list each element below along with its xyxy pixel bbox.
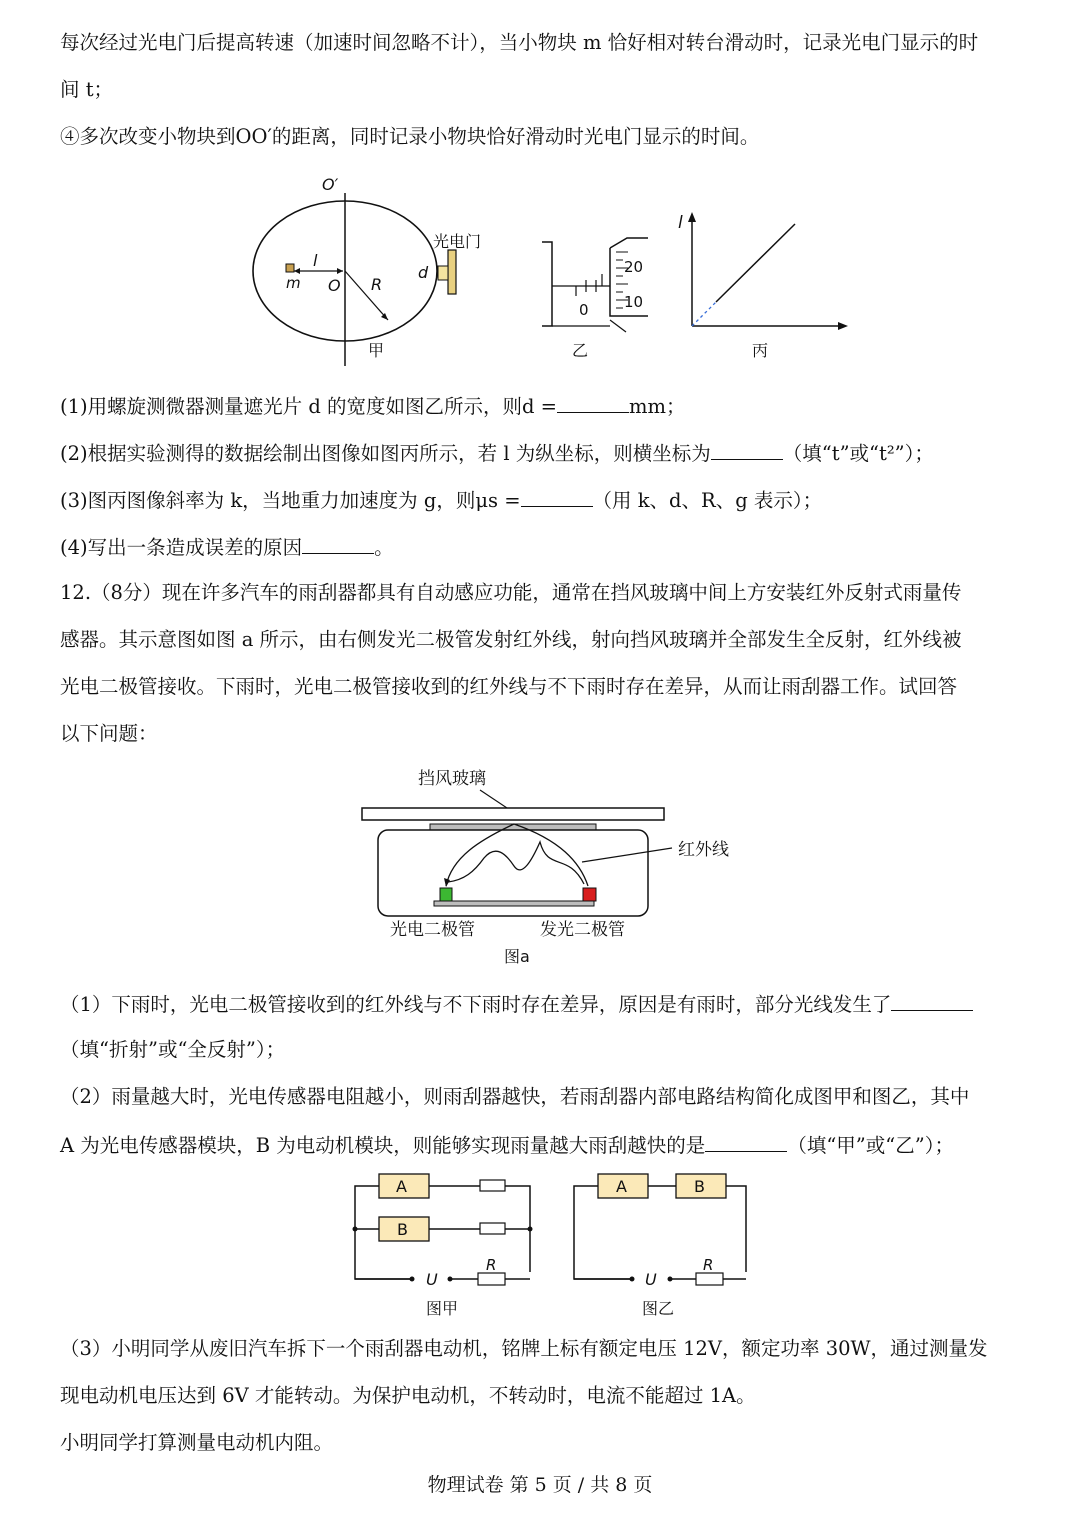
- sub-question-2: （2）雨量越大时，光电传感器电阻越小，则雨刮器越快，若雨刮器内部电路结构简化成图甲和图乙，其中: [60, 1085, 970, 1108]
- label-r: R: [371, 275, 383, 294]
- figure-a-rain-sensor: [360, 762, 740, 972]
- label-l: l: [313, 251, 318, 270]
- ir-ray-path: [446, 824, 588, 886]
- label-windshield: 挡风玻璃: [418, 769, 486, 789]
- tick-label-20: 20: [624, 258, 644, 276]
- sub-question-2-cont: [60, 1129, 954, 1161]
- label-a-yi: A: [616, 1177, 627, 1196]
- block-m: [286, 264, 294, 272]
- answer-blank-2[interactable]: [711, 437, 783, 460]
- label-m: m: [286, 274, 301, 292]
- question-2: [60, 437, 934, 469]
- text-line-2: 间 t；: [60, 78, 114, 101]
- caption-jia: 甲: [368, 341, 385, 360]
- figure-bing-graph: [678, 212, 848, 360]
- question-1-unit: mm；: [629, 395, 686, 418]
- caption-circuit-yi: 图乙: [642, 1299, 675, 1318]
- problem-12-line-1: 12.（8分）现在许多汽车的雨刮器都具有自动感应功能，通常在挡风玻璃中间上方安装红外反射式雨量传: [60, 581, 962, 604]
- question-4: [60, 531, 394, 563]
- figure-circuits: [350, 1168, 760, 1320]
- question-3: [60, 484, 822, 516]
- label-b-jia: B: [397, 1220, 408, 1239]
- label-o: O: [328, 276, 341, 295]
- label-r-yi: R: [703, 1256, 714, 1274]
- answer-blank-s1[interactable]: [891, 988, 973, 1011]
- figure-jia-yi-bing: [240, 168, 860, 368]
- question-4-end: 。: [374, 536, 394, 559]
- figure-jia: [253, 175, 481, 366]
- question-1-text: (1)用螺旋测微器测量遮光片 d 的宽度如图乙所示，则d =: [60, 395, 558, 418]
- led-emitter: [583, 888, 596, 901]
- label-a-jia: A: [396, 1177, 407, 1196]
- sub-question-2-hint: （填“甲”或“乙”）；: [787, 1134, 954, 1157]
- photogate: [448, 250, 456, 294]
- caption-yi: 乙: [572, 341, 589, 360]
- label-o-prime: O′: [322, 175, 339, 194]
- label-led: 发光二极管: [540, 920, 625, 940]
- question-4-text: (4)写出一条造成误差的原因: [60, 536, 303, 559]
- axis-label-l: l: [678, 213, 683, 233]
- page-footer: 物理试卷 第 5 页 / 共 8 页: [427, 1474, 653, 1496]
- label-photogate: 光电门: [433, 232, 482, 251]
- label-photodiode: 光电二极管: [390, 920, 475, 940]
- label-ir: 红外线: [678, 840, 729, 860]
- sub-question-1-text: （1）下雨时，光电二极管接收到的红外线与不下雨时存在差异，原因是有雨时，部分光线发生了: [60, 993, 892, 1016]
- sub-question-2-text: A 为光电传感器模块，B 为电动机模块，则能够实现雨量越大雨刮越快的是: [60, 1134, 706, 1157]
- sub-question-1: [60, 988, 973, 1020]
- question-3-hint: （用 k、d、R、g 表示）；: [592, 489, 823, 512]
- answer-blank-s2[interactable]: [705, 1129, 787, 1152]
- sub-question-3-line-1: （3）小明同学从废旧汽车拆下一个雨刮器电动机，铭牌上标有额定电压 12V，额定功率 30W，通过测量发: [60, 1337, 988, 1360]
- resistor-r-yi: [696, 1273, 723, 1285]
- label-d: d: [418, 263, 429, 282]
- question-3-text: (3)图丙图像斜率为 k，当地重力加速度为 g，则μs =: [60, 489, 521, 512]
- question-1: [60, 390, 686, 422]
- sub-question-3-line-3: 小明同学打算测量电动机内阻。: [60, 1431, 334, 1454]
- problem-12-line-2: 感器。其示意图如图 a 所示，由右侧发光二极管发射红外线，射向挡风玻璃并全部发生全反射，红外线被: [60, 628, 962, 651]
- windshield: [362, 808, 664, 820]
- answer-blank-1[interactable]: [557, 390, 629, 413]
- answer-blank-4[interactable]: [302, 531, 374, 554]
- question-2-hint: （填“t”或“t²”）；: [782, 442, 934, 465]
- caption-bing: 丙: [752, 341, 769, 360]
- circuit-yi: [574, 1174, 750, 1318]
- problem-12-line-3: 光电二极管接收。下雨时，光电二极管接收到的红外线与不下雨时存在差异，从而让雨刮器工作。试回答: [60, 675, 958, 698]
- text-line-1: 每次经过光电门后提高转速（加速时间忽略不计），当小物块 m 恰好相对转台滑动时，记录光电门显示的时: [60, 31, 979, 54]
- step-4-text: ④多次改变小物块到OO′的距离，同时记录小物块恰好滑动时光电门显示的时间。: [60, 125, 760, 148]
- label-u-yi: U: [645, 1270, 657, 1289]
- question-2-text: (2)根据实验测得的数据绘制出图像如图丙所示，若 l 为纵坐标，则横坐标为: [60, 442, 711, 465]
- caption-figure-a: 图a: [504, 947, 530, 966]
- resistor-r-jia: [478, 1273, 505, 1285]
- answer-blank-3[interactable]: [521, 484, 593, 507]
- sub-question-1-hint: （填“折射”或“全反射”）；: [60, 1038, 286, 1061]
- ir-scatter-path: [448, 842, 584, 884]
- sub-question-3-line-2: 现电动机电压达到 6V 才能转动。为保护电动机，不转动时，电流不能超过 1A。: [60, 1384, 756, 1407]
- label-u-jia: U: [426, 1270, 438, 1289]
- tick-label-10: 10: [624, 293, 644, 311]
- photodiode: [440, 888, 452, 901]
- caption-circuit-jia: 图甲: [426, 1299, 459, 1318]
- tick-label-0: 0: [579, 301, 589, 319]
- problem-12-line-4: 以下问题：: [60, 722, 158, 745]
- circuit-jia: [353, 1174, 541, 1318]
- label-b-yi: B: [694, 1177, 705, 1196]
- figure-yi-micrometer: [542, 238, 648, 360]
- label-r-jia: R: [486, 1256, 497, 1274]
